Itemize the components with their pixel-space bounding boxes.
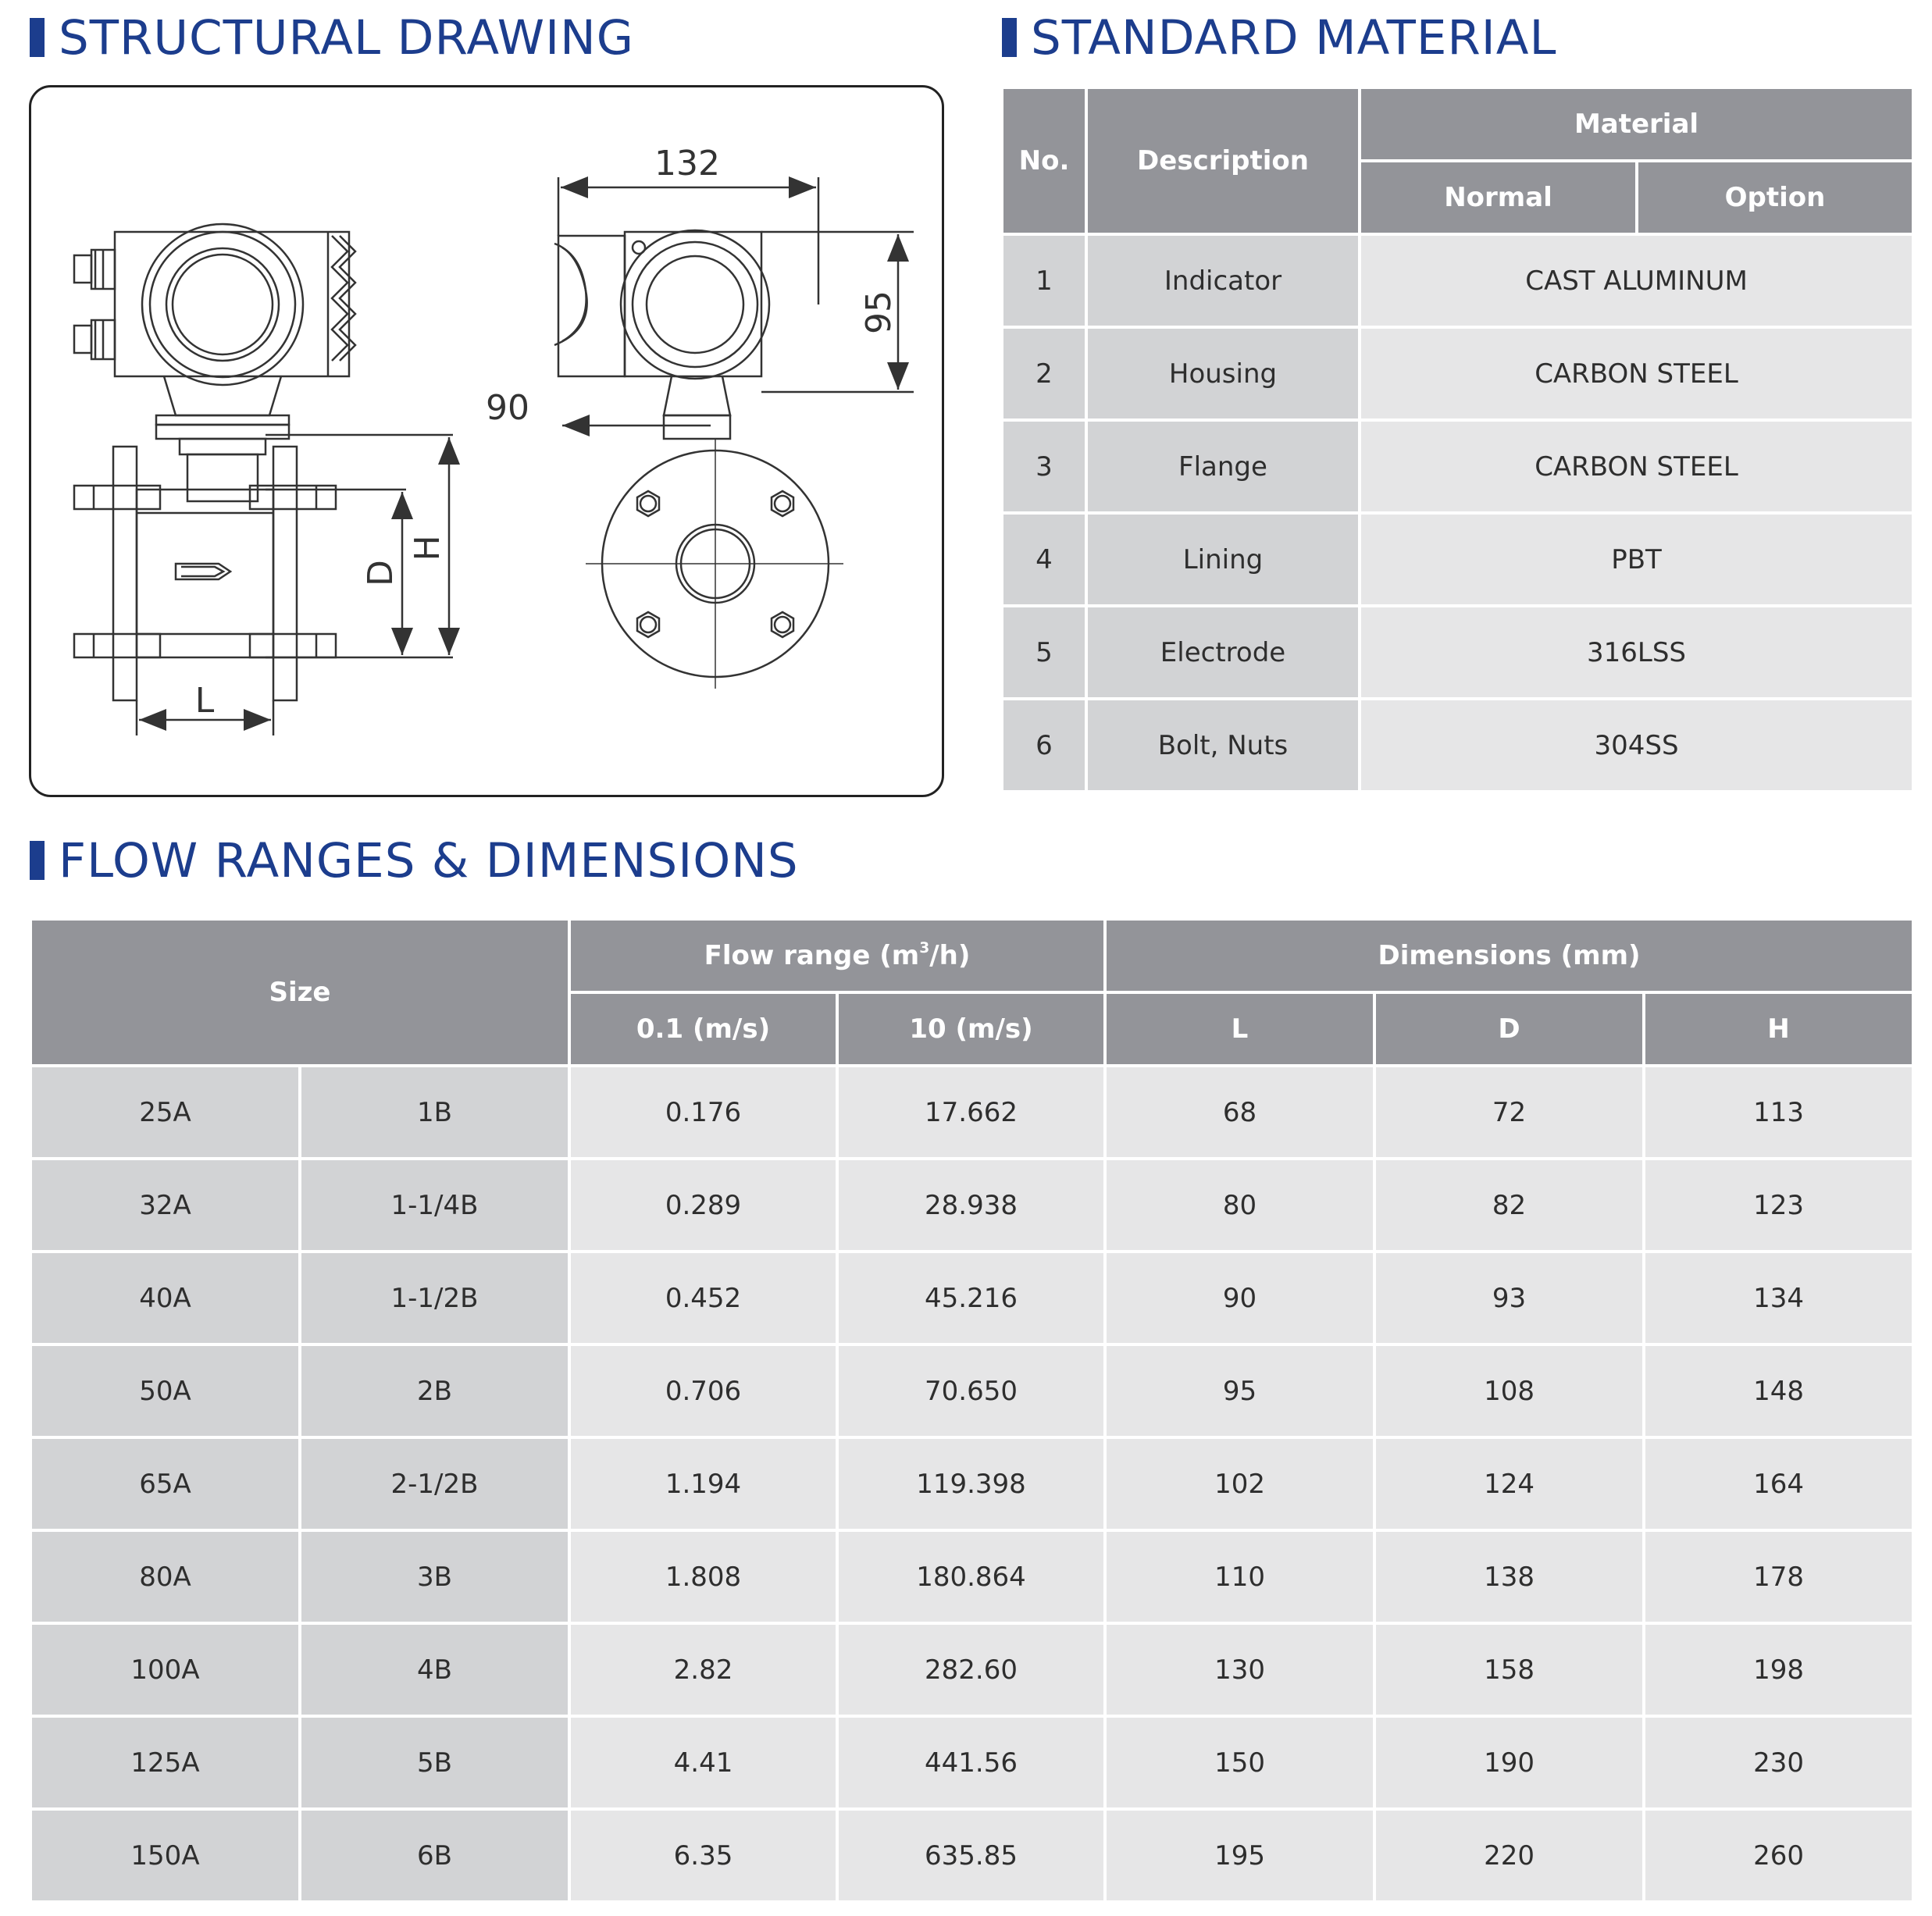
- dim-H-cell: 148: [1644, 1344, 1913, 1437]
- flow-range-superscript: 3: [919, 940, 930, 957]
- dim-H-cell: 113: [1644, 1066, 1913, 1159]
- dim-D-cell: 108: [1374, 1344, 1644, 1437]
- dim-L-cell: 68: [1105, 1066, 1374, 1159]
- size-b-cell: 2B: [300, 1344, 569, 1437]
- table-row: [1002, 327, 1913, 420]
- standard-material-title: [1002, 10, 1557, 66]
- header-normal: Normal: [1360, 161, 1637, 234]
- header-flow-range: [569, 919, 1105, 992]
- size-b-cell: 1-1/4B: [300, 1159, 569, 1252]
- table-row: [30, 1530, 1913, 1623]
- header-velocity-0-1: 0.1 (m/s): [569, 992, 837, 1066]
- dim-D-cell: 158: [1374, 1623, 1644, 1716]
- material-value: CARBON STEEL: [1360, 420, 1913, 513]
- dim-D-cell: 124: [1374, 1437, 1644, 1530]
- dim-L-label: L: [194, 681, 215, 721]
- header-D: D: [1374, 992, 1644, 1066]
- table-row: [30, 1716, 1913, 1809]
- material-no: 6: [1002, 699, 1086, 792]
- dim-H-cell: 260: [1644, 1809, 1913, 1902]
- material-value: CARBON STEEL: [1360, 327, 1913, 420]
- flow-ranges-title: [30, 833, 799, 889]
- flow-10-cell: 28.938: [837, 1159, 1105, 1252]
- dim-L-cell: 110: [1105, 1530, 1374, 1623]
- flow-0-1-cell: 0.452: [569, 1252, 837, 1344]
- table-row: [30, 1252, 1913, 1344]
- title-bar-marker: [30, 18, 45, 57]
- structural-drawing-title-text: STRUCTURAL DRAWING: [59, 10, 635, 66]
- standard-material-title-text: STANDARD MATERIAL: [1031, 10, 1557, 66]
- flow-10-cell: 282.60: [837, 1623, 1105, 1716]
- size-b-cell: 1B: [300, 1066, 569, 1159]
- dim-132-label: 132: [654, 144, 720, 183]
- size-b-cell: 3B: [300, 1530, 569, 1623]
- dim-H-cell: 178: [1644, 1530, 1913, 1623]
- dim-90-label: 90: [486, 388, 529, 428]
- material-description: Electrode: [1086, 606, 1360, 699]
- material-no: 5: [1002, 606, 1086, 699]
- size-b-cell: 6B: [300, 1809, 569, 1902]
- flow-ranges-table: [29, 917, 1915, 1904]
- size-b-cell: 2-1/2B: [300, 1437, 569, 1530]
- structural-drawing-title: [30, 10, 635, 66]
- material-no: 4: [1002, 513, 1086, 606]
- dim-D-cell: 93: [1374, 1252, 1644, 1344]
- flowmeter-drawing: [31, 87, 942, 795]
- dim-D-cell: 138: [1374, 1530, 1644, 1623]
- table-row: [30, 1066, 1913, 1159]
- size-b-cell: 5B: [300, 1716, 569, 1809]
- dim-D-cell: 220: [1374, 1809, 1644, 1902]
- table-row: [30, 1623, 1913, 1716]
- flow-10-cell: 45.216: [837, 1252, 1105, 1344]
- material-value: 316LSS: [1360, 606, 1913, 699]
- dim-95-label: 95: [859, 290, 899, 334]
- material-value: 304SS: [1360, 699, 1913, 792]
- flow-0-1-cell: 4.41: [569, 1716, 837, 1809]
- material-description: Indicator: [1086, 234, 1360, 327]
- size-a-cell: 125A: [30, 1716, 300, 1809]
- dim-D-cell: 190: [1374, 1716, 1644, 1809]
- flow-0-1-cell: 1.808: [569, 1530, 837, 1623]
- size-a-cell: 150A: [30, 1809, 300, 1902]
- material-value: PBT: [1360, 513, 1913, 606]
- material-no: 2: [1002, 327, 1086, 420]
- table-row: [1002, 513, 1913, 606]
- table-row: [30, 1809, 1913, 1902]
- size-a-cell: 32A: [30, 1159, 300, 1252]
- dim-H-cell: 123: [1644, 1159, 1913, 1252]
- flow-10-cell: 441.56: [837, 1716, 1105, 1809]
- cable-gland-icon: [74, 250, 115, 359]
- flow-0-1-cell: 6.35: [569, 1809, 837, 1902]
- flow-10-cell: 70.650: [837, 1344, 1105, 1437]
- flow-range-unit: /h): [929, 940, 971, 971]
- dim-L-cell: 195: [1105, 1809, 1374, 1902]
- material-no: 1: [1002, 234, 1086, 327]
- dim-L-cell: 95: [1105, 1344, 1374, 1437]
- flow-0-1-cell: 2.82: [569, 1623, 837, 1716]
- size-a-cell: 50A: [30, 1344, 300, 1437]
- material-description: Lining: [1086, 513, 1360, 606]
- size-a-cell: 65A: [30, 1437, 300, 1530]
- header-no: No.: [1002, 87, 1086, 234]
- dim-H-cell: 230: [1644, 1716, 1913, 1809]
- dim-H-cell: 198: [1644, 1623, 1913, 1716]
- side-view: [554, 177, 914, 689]
- header-material: Material: [1360, 87, 1913, 161]
- table-row: [30, 1437, 1913, 1530]
- material-description: Bolt, Nuts: [1086, 699, 1360, 792]
- header-H: H: [1644, 992, 1913, 1066]
- size-b-cell: 4B: [300, 1623, 569, 1716]
- table-row: [30, 1344, 1913, 1437]
- flow-10-cell: 180.864: [837, 1530, 1105, 1623]
- flow-10-cell: 17.662: [837, 1066, 1105, 1159]
- dim-H-label: H: [408, 535, 447, 561]
- table-row: [1002, 606, 1913, 699]
- material-description: Housing: [1086, 327, 1360, 420]
- flow-10-cell: 119.398: [837, 1437, 1105, 1530]
- header-size: Size: [30, 919, 569, 1066]
- size-a-cell: 80A: [30, 1530, 300, 1623]
- dim-D-cell: 72: [1374, 1066, 1644, 1159]
- flow-range-text: Flow range (m: [704, 940, 920, 971]
- table-row: [1002, 420, 1913, 513]
- flow-ranges-title-text: FLOW RANGES & DIMENSIONS: [59, 833, 799, 889]
- dim-L-cell: 80: [1105, 1159, 1374, 1252]
- material-no: 3: [1002, 420, 1086, 513]
- table-row: [1002, 699, 1913, 792]
- header-description: Description: [1086, 87, 1360, 234]
- title-bar-marker: [1002, 18, 1017, 57]
- size-a-cell: 25A: [30, 1066, 300, 1159]
- header-option: Option: [1637, 161, 1913, 234]
- material-description: Flange: [1086, 420, 1360, 513]
- header-velocity-10: 10 (m/s): [837, 992, 1105, 1066]
- structural-drawing-panel: [29, 85, 944, 797]
- flow-0-1-cell: 0.289: [569, 1159, 837, 1252]
- size-a-cell: 100A: [30, 1623, 300, 1716]
- standard-material-table: [1000, 86, 1915, 793]
- flow-0-1-cell: 0.706: [569, 1344, 837, 1437]
- title-bar-marker: [30, 841, 45, 880]
- header-L: L: [1105, 992, 1374, 1066]
- table-row: [1002, 234, 1913, 327]
- material-value: CAST ALUMINUM: [1360, 234, 1913, 327]
- header-dimensions: Dimensions (mm): [1105, 919, 1913, 992]
- size-a-cell: 40A: [30, 1252, 300, 1344]
- dim-L-cell: 102: [1105, 1437, 1374, 1530]
- dim-D-cell: 82: [1374, 1159, 1644, 1252]
- table-row: [30, 1159, 1913, 1252]
- size-b-cell: 1-1/2B: [300, 1252, 569, 1344]
- flow-0-1-cell: 0.176: [569, 1066, 837, 1159]
- flow-10-cell: 635.85: [837, 1809, 1105, 1902]
- dim-L-cell: 150: [1105, 1716, 1374, 1809]
- front-view: [74, 224, 453, 735]
- flow-0-1-cell: 1.194: [569, 1437, 837, 1530]
- dim-L-cell: 90: [1105, 1252, 1374, 1344]
- dim-H-cell: 164: [1644, 1437, 1913, 1530]
- dim-H-cell: 134: [1644, 1252, 1913, 1344]
- dim-L-cell: 130: [1105, 1623, 1374, 1716]
- dim-D-label: D: [361, 560, 401, 586]
